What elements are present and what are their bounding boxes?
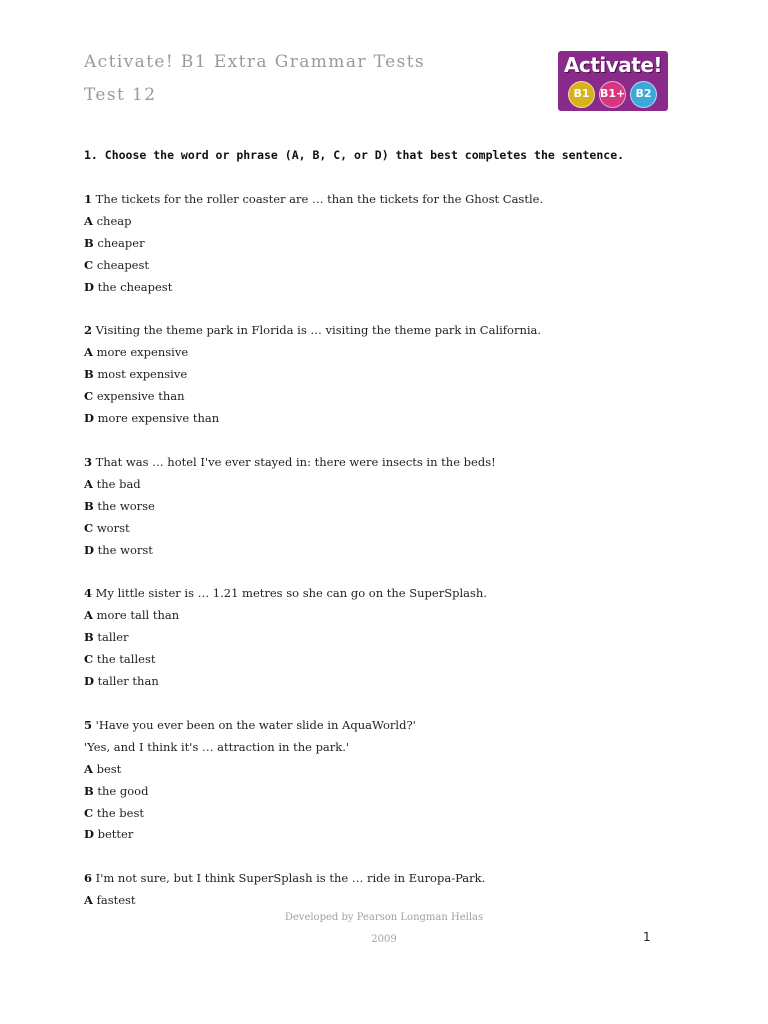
option-text: more tall than [96,608,180,622]
question-text: Visiting the theme park in Florida is … visiting the theme park in California. [95,323,542,337]
question-text: The tickets for the roller coaster are … than the tickets for the Ghost Castle. [95,192,544,206]
option-text: the best [96,806,144,820]
option-letter: D [84,543,94,557]
question-prompt [84,191,543,207]
option-letter: C [84,652,94,666]
footer-year: 2009 [371,934,397,945]
option-text: more expensive than [97,411,220,425]
answer-option [84,826,133,842]
answer-option [84,476,141,492]
option-letter: A [84,893,93,907]
question-text: That was … hotel I've ever stayed in: there were insects in the beds! [95,455,496,469]
option-text: the bad [96,477,141,491]
answer-option [84,651,155,667]
answer-option [84,607,179,623]
answer-option [84,410,219,426]
option-letter: B [84,236,94,250]
option-letter: B [84,499,94,513]
answer-option [84,892,136,908]
question-prompt [84,717,416,733]
option-letter: A [84,345,93,359]
exercise-instruction: 1. Choose the word or phrase (A, B, C, or D) that best completes the sentence. [84,148,625,162]
option-text: cheapest [96,258,150,272]
option-text: expensive than [96,389,185,403]
question-text: 'Yes, and I think it's … attraction in the park.' [84,740,350,754]
answer-option [84,805,144,821]
option-letter: A [84,477,93,491]
answer-option [84,257,149,273]
option-letter: B [84,784,94,798]
question-prompt [84,585,487,601]
option-letter: D [84,827,94,841]
option-letter: A [84,762,93,776]
option-text: fastest [96,893,136,907]
answer-option [84,783,148,799]
answer-option [84,344,188,360]
option-letter: D [84,411,94,425]
option-text: better [97,827,134,841]
option-letter: A [84,214,93,228]
option-letter: C [84,389,94,403]
option-text: the worse [97,499,155,513]
answer-option [84,761,121,777]
option-text: best [96,762,122,776]
question-prompt [84,454,496,470]
answer-option [84,673,159,689]
option-letter: B [84,630,94,644]
logo-word: Activate! [563,53,663,77]
test-number: Test 12 [84,85,157,105]
option-text: the tallest [96,652,156,666]
question-text: 'Have you ever been on the water slide in AquaWorld?' [95,718,416,732]
question-text: I'm not sure, but I think SuperSplash is the … ride in Europa-Park. [95,871,486,885]
answer-option [84,498,155,514]
option-text: most expensive [97,367,188,381]
question-prompt [84,870,485,886]
option-text: the cheapest [97,280,173,294]
question-number: 5 [84,718,93,732]
option-letter: D [84,280,94,294]
option-letter: B [84,367,94,381]
question-number: 3 [84,455,93,469]
answer-option [84,388,185,404]
logo-badge-b2: B2 [630,81,657,108]
page-number: 1 [643,930,651,944]
question-number: 6 [84,871,93,885]
answer-option [84,366,187,382]
option-text: cheap [96,214,132,228]
question-text: My little sister is … 1.21 metres so she can go on the SuperSplash. [95,586,487,600]
option-letter: A [84,608,93,622]
option-text: the good [97,784,149,798]
option-letter: C [84,806,94,820]
answer-option [84,279,172,295]
activate-logo [558,51,668,111]
question-number: 1 [84,192,93,206]
answer-option [84,213,131,229]
question-number: 4 [84,586,93,600]
option-letter: C [84,258,94,272]
answer-option [84,235,145,251]
option-letter: C [84,521,94,535]
answer-option [84,629,129,645]
option-letter: D [84,674,94,688]
option-text: more expensive [96,345,189,359]
logo-badge-b1plus: B1+ [599,81,626,108]
question-number: 2 [84,323,93,337]
answer-option [84,520,130,536]
question-prompt [84,739,349,755]
answer-option [84,542,153,558]
logo-badge-b1: B1 [568,81,595,108]
option-text: worst [96,521,130,535]
question-prompt [84,322,541,338]
option-text: taller [97,630,129,644]
option-text: the worst [97,543,153,557]
option-text: cheaper [97,236,145,250]
option-text: taller than [97,674,159,688]
document-title: Activate! B1 Extra Grammar Tests [84,52,426,72]
footer-developer: Developed by Pearson Longman Hellas [284,912,484,923]
